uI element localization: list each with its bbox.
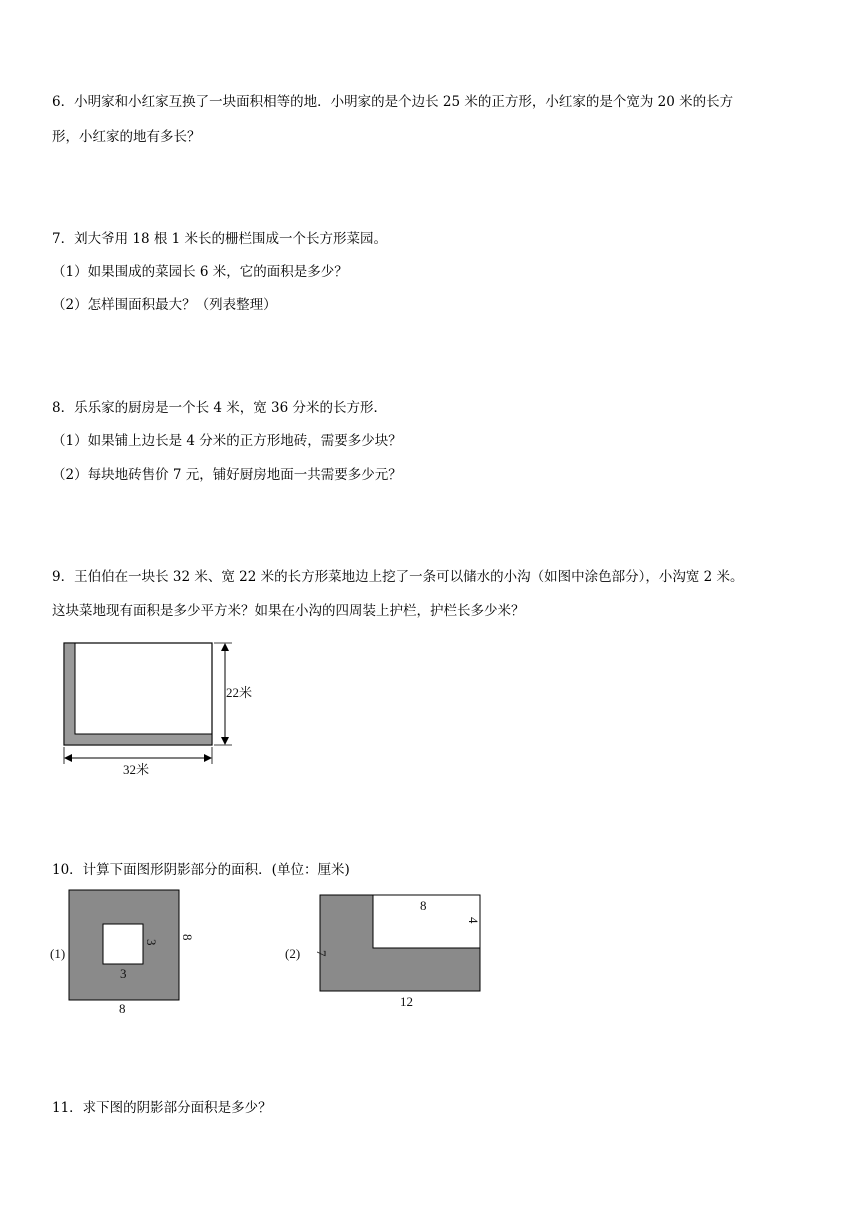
q10-stem: 10．计算下面图形阴影部分的面积．(单位：厘米) (52, 862, 350, 878)
q9-text-line2: 这块菜地现有面积是多少平方米？如果在小沟的四周装上护栏，护栏长多少米？ (52, 603, 525, 619)
q10-fig1-inner-side: 3 (144, 939, 159, 946)
q10-fig2-cut-rect (373, 895, 480, 948)
q9-height-label: 22米 (226, 685, 253, 700)
q9-figure (60, 640, 280, 780)
q9-text-line1: 9．王伯伯在一块长 32 米、宽 22 米的长方形菜地边上挖了一条可以储水的小沟（如图中涂色部分），小沟宽 2 米。 (52, 569, 744, 585)
q11-stem: 11．求下图的阴影部分面积是多少？ (52, 1100, 272, 1116)
q10-fig1-label: (1) (50, 946, 66, 961)
q10-fig2-cut-side: 4 (466, 917, 481, 924)
q10-fig2-cut-top: 8 (420, 898, 427, 913)
q10-fig1-inner-bottom: 3 (120, 966, 127, 981)
q9-field-outline (64, 643, 212, 745)
q10-fig1-outer-side: 8 (180, 934, 195, 941)
q9-width-label: 32米 (123, 762, 150, 777)
q8-part1: （1）如果铺上边长是 4 分米的正方形地砖，需要多少块？ (52, 433, 402, 449)
q10-figure-2 (283, 886, 503, 1016)
q7-stem: 7．刘大爷用 18 根 1 米长的栅栏围成一个长方形菜园。 (52, 231, 388, 247)
q7-part2: （2）怎样围面积最大？（列表整理） (52, 297, 277, 313)
q10-fig2-bottom: 12 (400, 994, 413, 1009)
q10-fig2-left-side: 7 (314, 950, 329, 957)
q7-part1: （1）如果围成的菜园长 6 米，它的面积是多少？ (52, 264, 348, 280)
q10-fig1-outer-bottom: 8 (119, 1001, 126, 1016)
q10-fig1-inner-square (103, 924, 143, 964)
q9-ditch-shaded (64, 643, 212, 745)
q8-part2: （2）每块地砖售价 7 元，铺好厨房地面一共需要多少元？ (52, 467, 402, 483)
q10-fig2-label: (2) (285, 946, 301, 961)
q6-text-line1: 6．小明家和小红家互换了一块面积相等的地．小明家的是个边长 25 米的正方形，小红家的是个宽为 20 米的长方 (52, 94, 734, 110)
q6-text-line2: 形，小红家的地有多长？ (52, 129, 201, 145)
q10-figure-1 (48, 886, 208, 1022)
q8-stem: 8．乐乐家的厨房是一个长 4 米，宽 36 分米的长方形． (52, 400, 388, 416)
